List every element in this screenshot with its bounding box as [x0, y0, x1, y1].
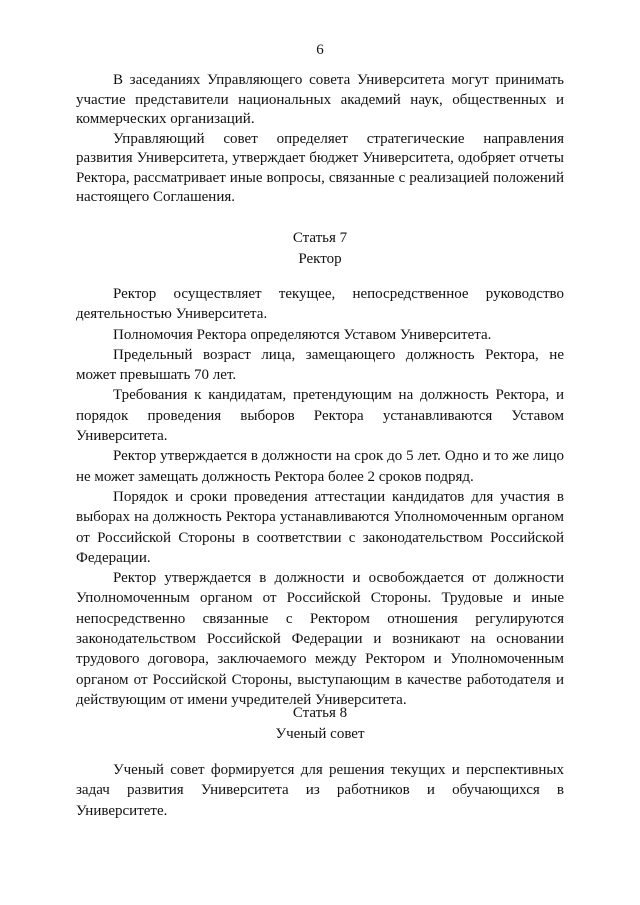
article-8-title: Ученый совет — [275, 726, 365, 742]
intro-section — [76, 71, 564, 208]
article-7-heading — [76, 228, 564, 270]
article-7-paragraph-1: Ректор осуществляет текущее, непосредственное руководство деятельностью Университета. — [76, 286, 564, 323]
article-7-number: Статья 7 — [292, 230, 348, 246]
article-7-title: Ректор — [298, 251, 342, 267]
article-8-heading — [76, 703, 564, 745]
page-number: 6 — [316, 42, 324, 58]
article-7-paragraph-7: Ректор утверждается в должности и освобождается от должности Уполномоченным органом от Российской Стороны. Трудовые и иные непосредственно связанные с Ректором отношения регулируются законодательством Российской Федерации и возникают на основании трудового договора, заключаемого между Ректором и Уполномоченным органом от Российской Стороны, выступающим в качестве работодателя и действующим от имени учредителей Университета. — [76, 570, 564, 708]
article-7-paragraph-5: Ректор утверждается в должности на срок до 5 лет. Одно и то же лицо не может замещать должность Ректора более 2 сроков подряд. — [76, 448, 564, 485]
article-8-number: Статья 8 — [292, 705, 348, 721]
intro-paragraph-2: Управляющий совет определяет стратегические направления развития Университета, утверждает бюджет Университета, одобряет отчеты Ректора, рассматривает иные вопросы, связанные с реализацией положений настоящего Соглашения. — [76, 130, 564, 205]
article-7-paragraph-6: Порядок и сроки проведения аттестации кандидатов для участия в выборах на должность Ректора устанавливаются Уполномоченным органом от Российской Стороны в соответствии с законодательством Российской Федерации. — [76, 488, 564, 566]
article-8-body — [76, 760, 564, 821]
article-7-paragraph-3: Предельный возраст лица, замещающего должность Ректора, не может превышать 70 лет. — [76, 346, 564, 384]
article-7-paragraph-2: Полномочия Ректора определяются Уставом Университета. — [113, 326, 492, 343]
article-7-body — [76, 284, 564, 710]
intro-paragraph-1: В заседаниях Управляющего совета Университета могут принимать участие представители национальных академий наук, общественных и коммерческих организаций. — [76, 72, 564, 127]
article-7-paragraph-4: Требования к кандидатам, претендующим на должность Ректора, и порядок проведения выборов Ректора устанавливаются Уставом Университета. — [76, 387, 564, 445]
article-8-paragraph-1: Ученый совет формируется для решения текущих и перспективных задач развития Университета из работников и обучающихся в Университете. — [76, 762, 564, 819]
